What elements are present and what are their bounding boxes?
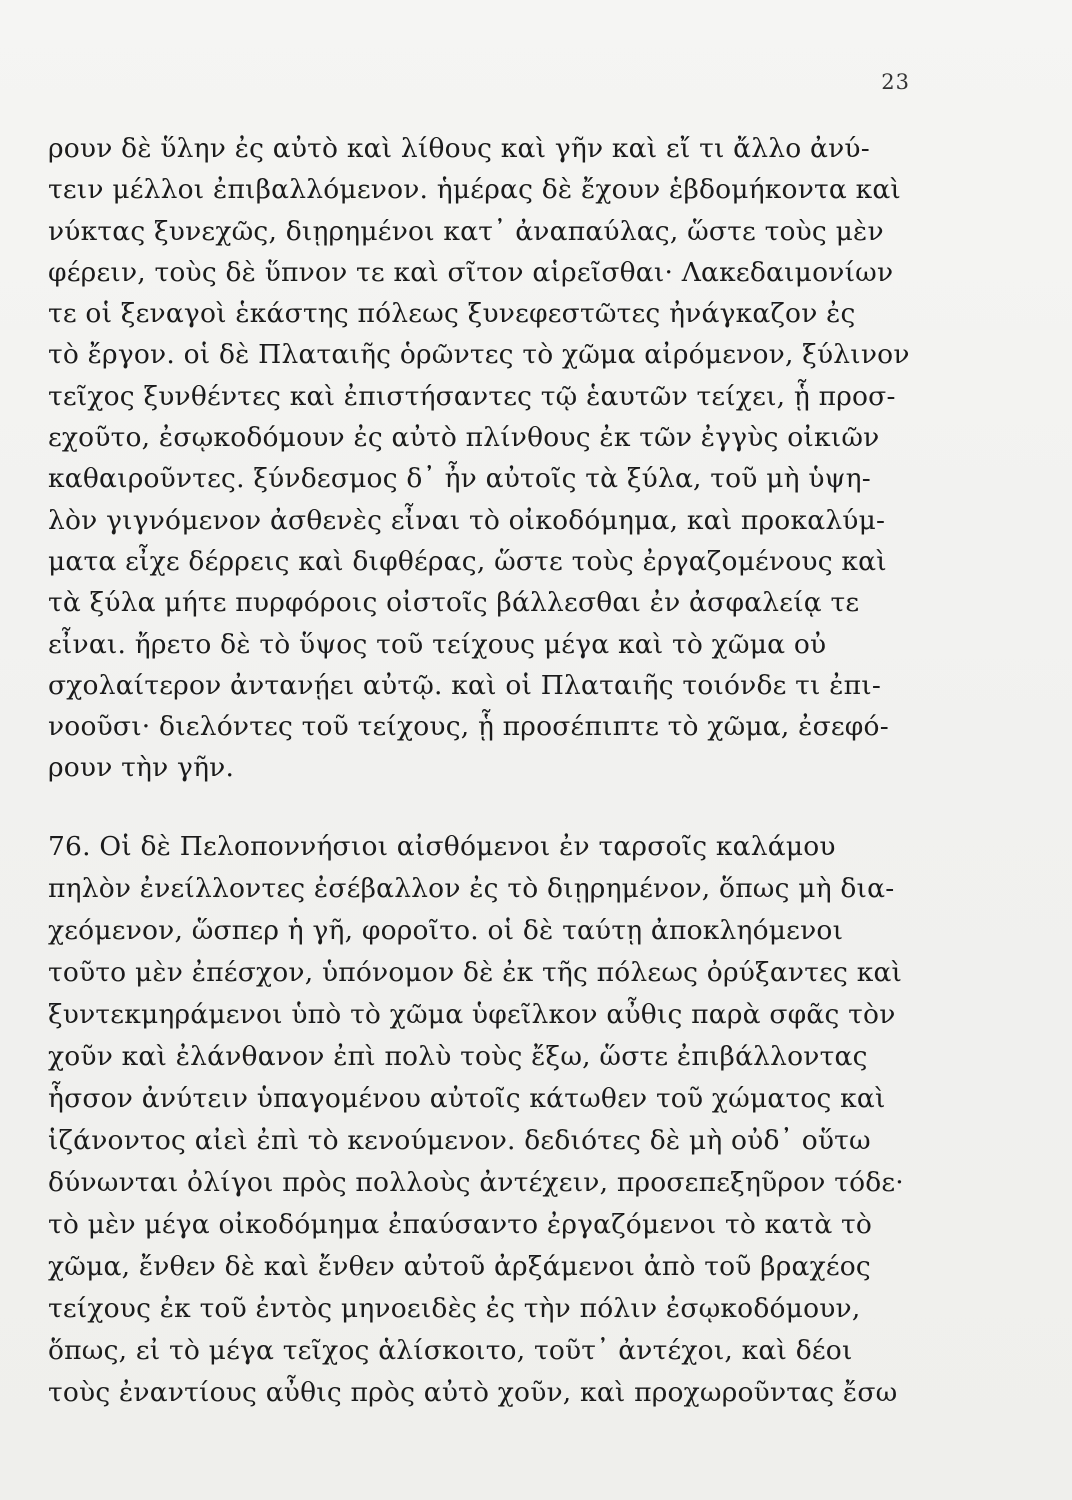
text-line: χῶμα, ἔνθεν δὲ καὶ ἔνθεν αὐτοῦ ἀρξάμενοι ἀπὸ τοῦ βραχέος [48,1251,871,1282]
text-line: καθαιροῦντες. ξύνδεσμος δ᾽ ἦν αὐτοῖς τὰ ξύλα, τοῦ μὴ ὑψη- [48,463,871,495]
text-line: ξυντεκμηράμενοι ὑπὸ τὸ χῶμα ὑφεῖλκον αὖθις παρὰ σφᾶς τὸν [48,999,896,1030]
text-line: τειν μέλλοι ἐπιβαλλόμενον. ἡμέρας δὲ ἔχουν ἑβδομήκοντα καὶ [48,174,902,206]
text-line: τὰ ξύλα μήτε πυρφόροις οἰστοῖς βάλλεσθαι ἐν ἀσφαλείᾳ τε [48,587,860,619]
text-line: δύνωνται ὀλίγοι πρὸς πολλοὺς ἀντέχειν, προσεπεξηῦρον τόδε· [48,1167,904,1198]
text-line: ματα εἶχε δέρρεις καὶ διφθέρας, ὥστε τοὺς ἐργαζομένους καὶ [48,545,887,577]
text-line: εἶναι. ἤρετο δὲ τὸ ὕψος τοῦ τείχους μέγα καὶ τὸ χῶμα οὐ [48,628,827,660]
page-number: 23 [881,70,910,94]
text-line: 76. Οἱ δὲ Πελοποννήσιοι αἰσθόμενοι ἐν ταρσοῖς καλάμου [48,831,836,862]
text-line: ρουν τὴν γῆν. [48,752,235,784]
text-line: ὅπως, εἰ τὸ μέγα τεῖχος ἁλίσκοιτο, τοῦτ᾽ ἀντέχοι, καὶ δέοι [48,1335,853,1366]
text-line: τοὺς ἐναντίους αὖθις πρὸς αὐτὸ χοῦν, καὶ προχωροῦντας ἔσω [48,1377,898,1408]
text-line: νοοῦσι· διελόντες τοῦ τείχους, ᾗ προσέπιπτε τὸ χῶμα, ἐσεφό- [48,711,889,743]
text-line: πηλὸν ἐνείλλοντες ἐσέβαλλον ἐς τὸ διῃρημένον, ὅπως μὴ δια- [48,873,895,904]
paragraph-2 [48,826,908,1414]
text-line: λὸν γιγνόμενον ἀσθενὲς εἶναι τὸ οἰκοδόμημα, καὶ προκαλύμ- [48,504,886,536]
text-line: χεόμενον, ὥσπερ ἡ γῆ, φοροῖτο. οἱ δὲ ταύτῃ ἀποκληόμενοι [48,915,844,946]
text-line: τὸ μὲν μέγα οἰκοδόμημα ἐπαύσαντο ἐργαζόμενοι τὸ κατὰ τὸ [48,1209,873,1240]
text-line: τείχους ἐκ τοῦ ἐντὸς μηνοειδὲς ἐς τὴν πόλιν ἐσῳκοδόμουν, [48,1293,861,1324]
text-line: ἱζάνοντος αἰεὶ ἐπὶ τὸ κενούμενον. δεδιότες δὲ μὴ οὐδ᾽ οὕτω [48,1125,871,1156]
text-line: ρουν δὲ ὕλην ἐς αὐτὸ καὶ λίθους καὶ γῆν καὶ εἴ τι ἄλλο ἀνύ- [48,133,870,164]
text-line: χοῦν καὶ ἐλάνθανον ἐπὶ πολὺ τοὺς ἔξω, ὥστε ἐπιβάλλοντας [48,1041,868,1072]
text-line: τεῖχος ξυνθέντες καὶ ἐπιστήσαντες τῷ ἑαυτῶν τείχει, ᾗ προσ- [48,380,896,412]
paragraph-1 [48,128,908,789]
text-line: εχοῦτο, ἐσῳκοδόμουν ἐς αὐτὸ πλίνθους ἐκ τῶν ἐγγὺς οἰκιῶν [48,422,880,454]
text-line: τοῦτο μὲν ἐπέσχον, ὑπόνομον δὲ ἐκ τῆς πόλεως ὀρύξαντες καὶ [48,957,903,988]
text-line: νύκτας ξυνεχῶς, διῃρημένοι κατ᾽ ἀναπαύλας, ὥστε τοὺς μὲν [48,215,884,247]
text-line: φέρειν, τοὺς δὲ ὕπνον τε καὶ σῖτον αἱρεῖσθαι· Λακεδαιμονίων [48,256,894,288]
text-line: ἧσσον ἀνύτειν ὑπαγομένου αὐτοῖς κάτωθεν τοῦ χώματος καὶ [48,1083,886,1114]
text-line: σχολαίτερον ἀντανῄει αὐτῷ. καὶ οἱ Πλαταιῆς τοιόνδε τι ἐπι- [48,669,882,701]
text-line: τὸ ἔργον. οἱ δὲ Πλαταιῆς ὁρῶντες τὸ χῶμα αἰρόμενον, ξύλινον [48,339,910,371]
text-line: τε οἱ ξεναγοὶ ἑκάστης πόλεως ξυνεφεστῶτες ἠνάγκαζον ἐς [48,298,856,330]
